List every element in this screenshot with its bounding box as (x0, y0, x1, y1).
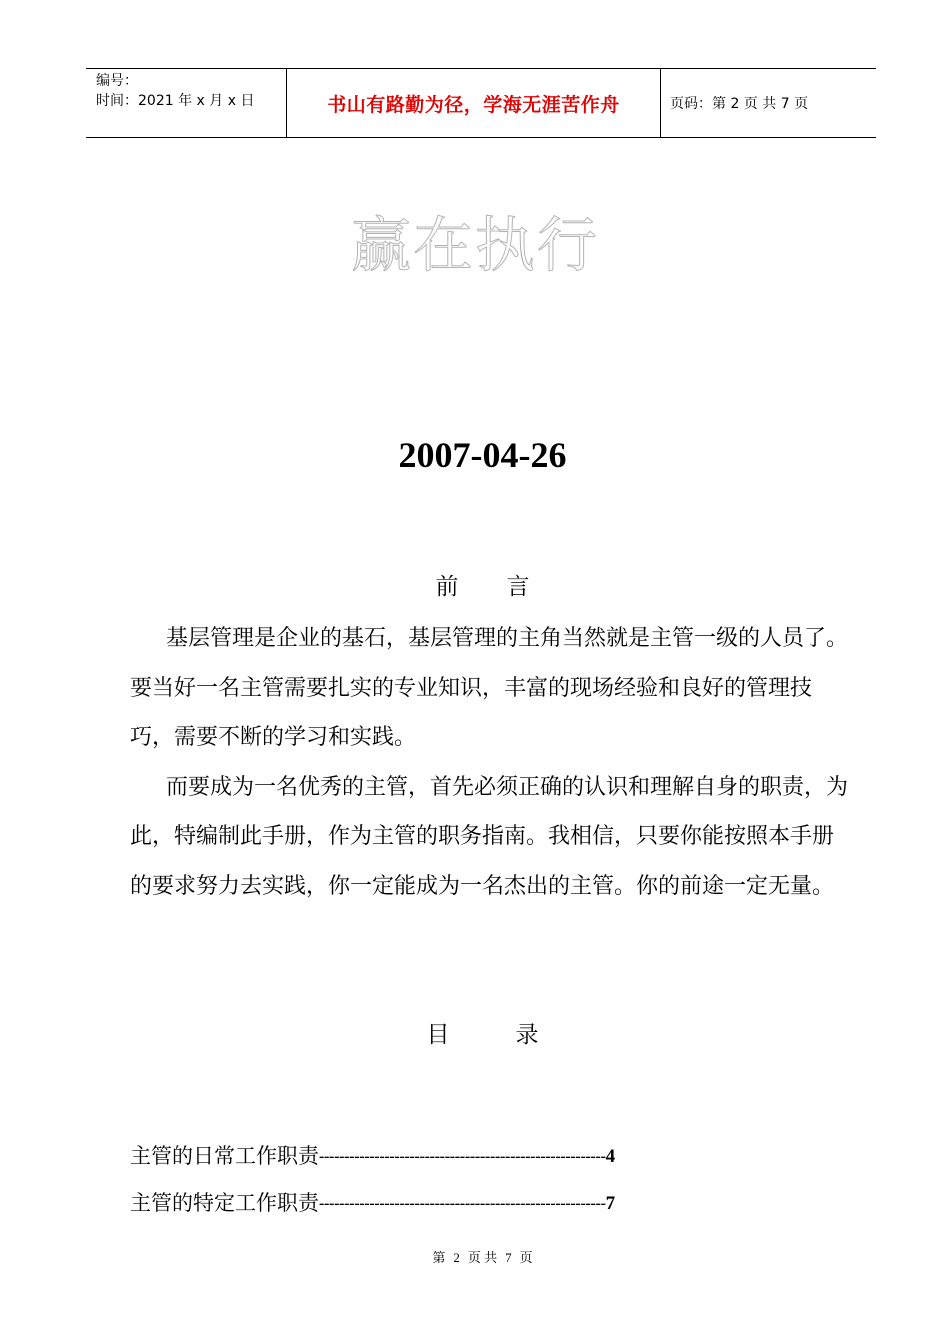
header-motto: 书山有路勤为径，学海无涯苦作舟 (287, 69, 661, 137)
toc-entry-label[interactable]: 主管的特定工作职责 (130, 1191, 319, 1215)
preface-heading (0, 568, 950, 601)
toc-entry[interactable] (130, 1180, 790, 1227)
toc-entry-label[interactable]: 主管的日常工作职责 (130, 1144, 319, 1168)
preface-paragraph: 而要成为一名优秀的主管，首先必须正确的认识和理解自身的职责，为此，特编制此手册，作为主管的职务指南。我相信，只要你能按照本手册的要求努力去实践，你一定能成为一名杰出的主管。你的前途一定无量。 (130, 774, 849, 899)
time-label: 时间：2021 年 x 月 x 日 (96, 93, 255, 109)
preface-paragraph: 基层管理是企业的基石，基层管理的主角当然就是主管一级的人员了。要当好一名主管需要扎实的专业知识，丰富的现场经验和良好的管理技巧，需要不断的学习和实践。 (130, 626, 849, 750)
table-of-contents (130, 1133, 790, 1227)
preface-heading-right: 言 (506, 574, 530, 600)
header-meta (86, 69, 287, 137)
toc-entry-leader: --------------------------------------------------------- (319, 1195, 606, 1212)
toc-heading-left: 目 (426, 1022, 450, 1048)
document-date: 2007-04-26 (398, 435, 567, 475)
number-label: 编号： (96, 73, 138, 89)
footer-suffix: 页 (519, 1250, 533, 1265)
toc-heading-right: 录 (515, 1022, 539, 1048)
preface-body (130, 614, 850, 911)
toc-entry-leader: --------------------------------------------------------- (319, 1148, 606, 1165)
header-page-info: 页码：第 2 页 共 7 页 (670, 96, 809, 112)
footer-mid: 页 共 (467, 1250, 498, 1265)
page-footer (0, 1247, 950, 1266)
preface-heading-left: 前 (435, 574, 459, 600)
toc-entry[interactable] (130, 1133, 790, 1180)
document-title: 赢在执行 (351, 211, 599, 281)
toc-heading (0, 1016, 950, 1049)
footer-current-page: 2 (453, 1250, 460, 1265)
footer-total-pages: 7 (505, 1250, 512, 1265)
footer-prefix: 第 (432, 1250, 446, 1265)
document-header (86, 68, 876, 138)
toc-entry-page: 4 (605, 1146, 616, 1167)
toc-entry-page: 7 (605, 1193, 616, 1214)
